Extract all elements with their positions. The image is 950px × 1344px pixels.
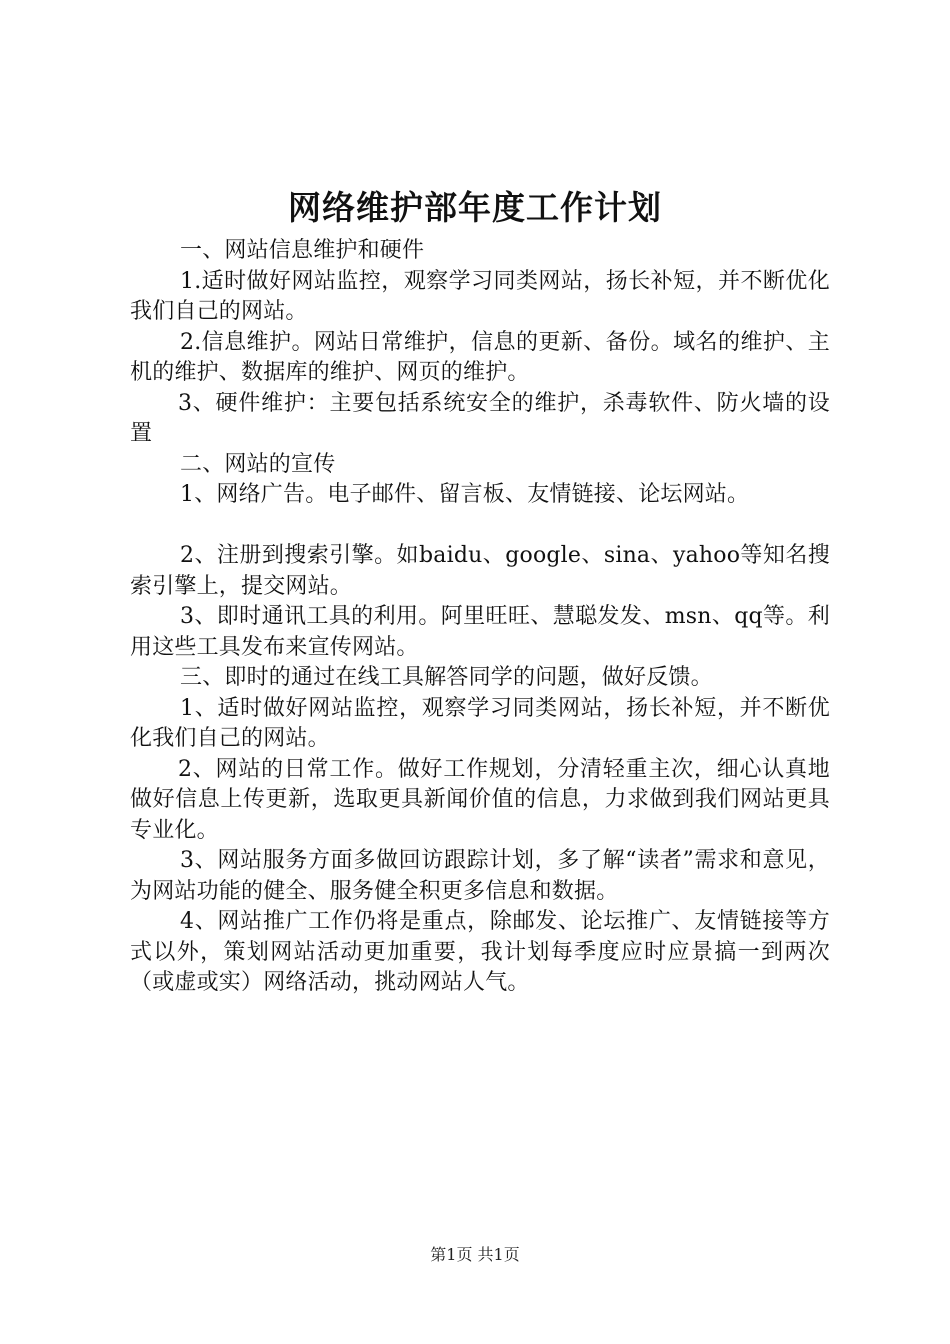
paragraph-3-4: 4、网站推广工作仍将是重点，除邮发、论坛推广、友情链接等方式以外，策划网站活动更加重要，我计划每季度应时应景搞一到两次（或虚或实）网络活动，挑动网站人气。 [130, 909, 830, 995]
paragraph-2-1: 1、网络广告。电子邮件、留言板、友情链接、论坛网站。 [180, 482, 750, 507]
document-body [130, 236, 830, 999]
paragraph-2-2: 2、注册到搜索引擎。如baidu、google、sina、yahoo等知名搜索引擎上，提交网站。 [130, 543, 830, 599]
page-number: 第1页 共1页 [430, 1245, 520, 1264]
paragraph-1-2: 2.信息维护。网站日常维护，信息的更新、备份。域名的维护、主机的维护、数据库的维护、网页的维护。 [130, 329, 830, 385]
paragraph-1-3: 3、硬件维护：主要包括系统安全的维护，杀毒软件、防火墙的设置 [130, 390, 830, 446]
blank-line [130, 511, 830, 542]
paragraph-3-3: 3、网站服务方面多做回访跟踪计划，多了解“读者”需求和意见，为网站功能的健全、服务健全积更多信息和数据。 [130, 848, 830, 904]
section-heading-2: 二、网站的宣传 [180, 451, 336, 477]
section-heading-3: 三、即时的通过在线工具解答同学的问题，做好反馈。 [180, 665, 713, 690]
document-title: 网络维护部年度工作计划 [288, 188, 662, 227]
section-heading-1: 一、网站信息维护和硬件 [180, 238, 425, 263]
paragraph-1-1: 1.适时做好网站监控，观察学习同类网站，扬长补短，并不断优化我们自己的网站。 [130, 268, 830, 324]
paragraph-3-2: 2、网站的日常工作。做好工作规划，分清轻重主次，细心认真地做好信息上传更新，选取更具新闻价值的信息，力求做到我们网站更具专业化。 [130, 756, 830, 843]
paragraph-3-1: 1、适时做好网站监控，观察学习同类网站，扬长补短，并不断优化我们自己的网站。 [130, 695, 830, 751]
paragraph-2-3: 3、即时通讯工具的利用。阿里旺旺、慧聪发发、msn、qq等。利用这些工具发布来宣传网站。 [130, 604, 830, 660]
